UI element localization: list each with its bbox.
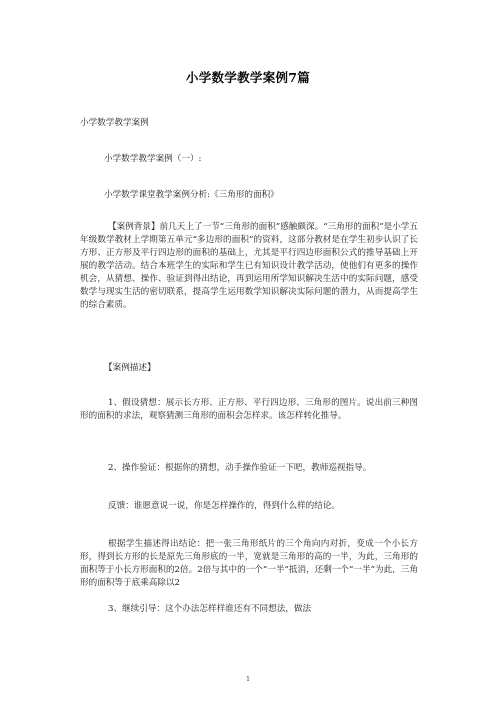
step-3-paragraph: 3、继续引导：这个办法怎样样谁还有不同想法，做法 (108, 604, 312, 614)
background-paragraph: 【案例背景】前几天上了一节“三角形的面积”感触颇深。“三角形的面积”是小学五年级数学教材上学期第五单元“多边形的面积”的资料，这部分教材是在学生初步认识了长方形、正方形及平行四边形的面积的基础上，尤其是平行四边形面积公式的推导基础上开展的教学活动。结合本班学生的实际和学生已有知识设计教学活动，使他们有更多的操作机会，从猜想、操作、验证到得出结论，再到运用所学知识解决生活中的实际问题，感受数学与现实生活的密切联系，提高学生运用数学知识解决实际问题的潜力，从而提高学生的综合素质。 (80, 222, 418, 310)
analysis-title: 小学数学课堂教学案例分析:《三角形的面积》 (104, 190, 279, 200)
page-number: 1 (246, 676, 250, 683)
description-heading: 【案例描述】 (104, 363, 156, 373)
step-2-paragraph: 2、操作验证：根据你的猜想，动手操作验证一下吧，教师巡视指导。 (108, 463, 372, 473)
section-heading: 小学数学教学案例 (80, 118, 149, 128)
feedback-paragraph: 反馈：谁愿意说一说，你是怎样操作的，得到什么样的结论。 (108, 501, 341, 511)
document-title: 小学数学教学案例7篇 (185, 70, 311, 85)
step-1-paragraph: 1、假设猜想：展示长方形、正方形、平行四边形、三角形的图片。说出前三种图形的面积的求法，观察猜测三角形的面积会怎样求。该怎样转化推导。 (80, 398, 418, 421)
case-title: 小学数学教学案例（一）: (104, 154, 202, 164)
conclusion-paragraph: 根据学生描述得出结论：把一张三角形纸片的三个角向内对折，变成一个小长方形，得到长方形的长是原先三角形底的一半，宽就是三角形的高的一半，为此，三角形的面积等于小长方形面积的2倍。2倍与其中的一个“一半”抵消，还剩一个“一半”为此，三角形的面积等于底乘高除以2 (80, 539, 418, 588)
